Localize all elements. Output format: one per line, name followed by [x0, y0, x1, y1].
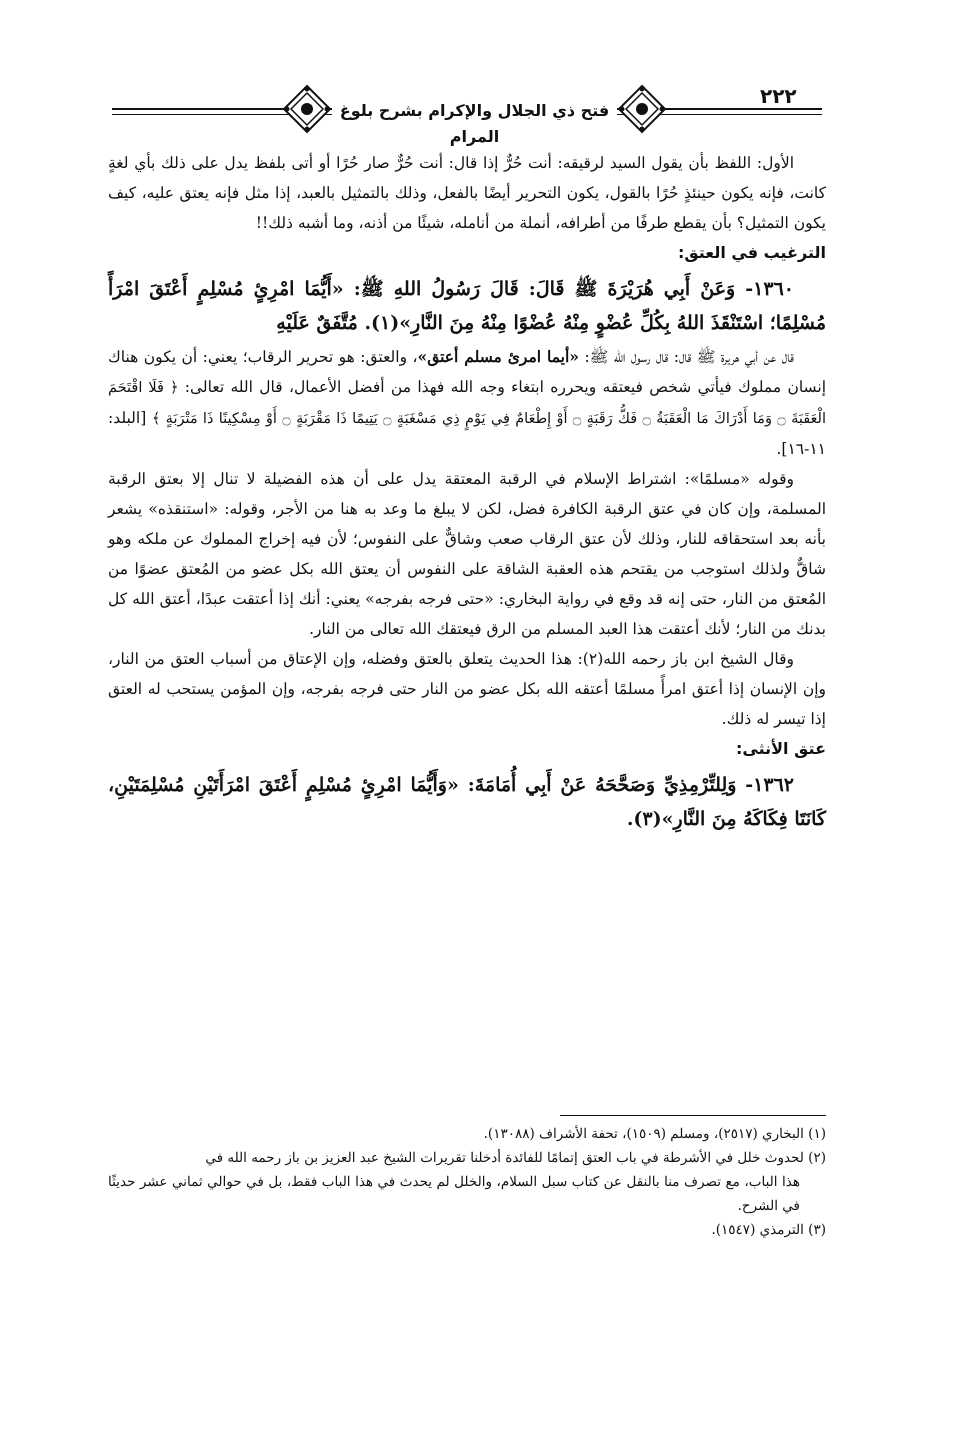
footnote-2: (٢) لحدوث خلل في الأشرطة في باب العتق إتمامًا للفائدة أدخلنا تقريرات الشيخ عبد العزيز بن باز رحمه الله في — [205, 1150, 826, 1166]
footnote-divider — [560, 1115, 826, 1116]
section-heading-female: عتق الأنثى: — [736, 739, 826, 758]
page-header — [112, 78, 822, 146]
commentary-quote: «أيما امرئ مسلم أعتق» — [417, 347, 579, 366]
paragraph-intro: الأول: اللفظ بأن يقول السيد لرقيقه: أنت حُرٌّ إذا قال: أنت حُرٌّ صار حُرًا أو أتى بلفظ يدل على ذلك بأي لغةٍ كانت، فإنه يكون حينئذٍ حُرًا بالقول، يكون التحرير أيضًا بالفعل، وذلك بالتمثيل بالعبد، إذا مثل فإنه يعتق عليه، كيف يكون التمثيل؟ بأن يقطع طرفًا من أطرافه، أنملة من أنامله، شيئًا من أذنه، وما أشبه ذلك!! — [108, 154, 826, 232]
paragraph-commentary-1 — [108, 342, 826, 464]
footnote-2-continued: هذا الباب، مع تصرف منا بالنقل عن كتاب سبل السلام، والخلل لم يحدث في هذا الباب فقط، بل في حوالي ثماني عشر حديثًا في الشرح. — [108, 1174, 800, 1214]
hadith-1362: ١٣٦٢- وَلِلتِّرْمِذِيِّ وَصَحَّحَهُ عَنْ أَبِي أُمَامَةَ: «وَأَيُّمَا امْرِئٍ مُسْلِمٍ أَعْتَقَ امْرَأَتَيْنِ مُسْلِمَتَيْنِ، كَانَتَا فِكَاكَهُ مِنَ النَّارِ»(٣). — [108, 774, 826, 830]
paragraph-ibn-baz: وقال الشيخ ابن باز رحمه الله(٢): هذا الحديث يتعلق بالعتق وفضله، وإن الإعتاق من أسباب العتق من النار، وإن الإنسان إذا أعتق امرأً مسلمًا أعتقه الله بكل عضو من النار حتى فرجه بفرجه، وإن المؤمن يستحب له العتق إذا تيسر له ذلك. — [108, 650, 826, 728]
main-content — [108, 148, 826, 838]
hadith-1360: ١٣٦٠- وَعَنْ أَبِي هُرَيْرَةَ ﷺ قَالَ: قَالَ رَسُولُ اللهِ ﷺ: «أَيُّمَا امْرِئٍ مُسْلِمٍ أَعْتَقَ امْرَأً مُسْلِمًا؛ اسْتَنْقَذَ اللهُ بِكُلِّ عُضْوٍ مِنْهُ عُضْوًا مِنْهُ مِنَ النَّارِ»(١). مُتَّفَقٌ عَلَيْهِ — [108, 278, 826, 334]
paragraph-commentary-2: وقوله «مسلمًا»: اشتراط الإسلام في الرقبة المعتقة يدل على أن هذه الفضيلة لا تنال إلا بعتق الرقبة المسلمة، وإن كان في عتق الرقبة الكافرة فضل، لكن لا يبلغ ما وعد به هنا من الأجر، وقوله: «استنقذه» يشعر بأنه بعد استحقاقه للنار، وذلك لأن عتق الرقاب صعب وشاقٌّ على النفوس؛ لأن فيه إخراج المملوك عن ملكه وهو شاقٌّ ولذلك استوجب من يقتحم هذه العقبة الشاقة على النفوس أن يعتق الله بكل عضو من المُعتق عضوًا من المُعتق من النار، حتى إنه قد وقع في رواية البخاري: «حتى فرجه بفرجه» يعني: أنك إذا أعتقت عبدًا، أعتق الله كل بدنك من النار؛ لأنك أعتقت هذا العبد المسلم من الرق فيعتقك الله تعالى من النار. — [108, 470, 826, 638]
footnote-3: (٣) الترمذي (١٥٤٧). — [711, 1222, 826, 1238]
commentary-lead: قال عن أبي هريرة ﷺ قال: قال رسول الله ﷺ: — [579, 348, 794, 366]
quran-reference: [البلد: ١١-١٦]. — [108, 409, 826, 458]
page-number: ٢٢٢ — [760, 84, 797, 108]
footnotes — [108, 1122, 826, 1242]
quran-verse: ﴿ فَلَا اقْتَحَمَ الْعَقَبَةَ ۝ وَمَا أَدْرَاكَ مَا الْعَقَبَةُ ۝ فَكُّ رَقَبَةٍ ۝ أَوْ إِطْعَامٌ فِي يَوْمٍ ذِي مَسْغَبَةٍ ۝ يَتِيمًا ذَا مَقْرَبَةٍ ۝ أَوْ مِسْكِينًا ذَا مَتْرَبَةٍ ﴾ — [108, 380, 826, 427]
book-title: فتح ذي الجلال والإكرام بشرح بلوغ المرام — [332, 98, 617, 124]
commentary-rest: ، والعتق: هو تحرير الرقاب؛ يعني: أن يكون هناك إنسان مملوك فيأتي شخص فيعتقه ويحرره ابتغاء وجه الله فهذا من أفضل الأعمال، قال الله تعالى: — [108, 348, 826, 396]
footnote-1: (١) البخاري (٢٥١٧)، ومسلم (١٥٠٩)، تحفة الأشراف (١٣٠٨٨). — [483, 1126, 826, 1142]
section-heading-encouragement: الترغيب في العتق: — [677, 243, 826, 262]
ornament-icon — [617, 84, 667, 134]
ornament-icon — [282, 84, 332, 134]
